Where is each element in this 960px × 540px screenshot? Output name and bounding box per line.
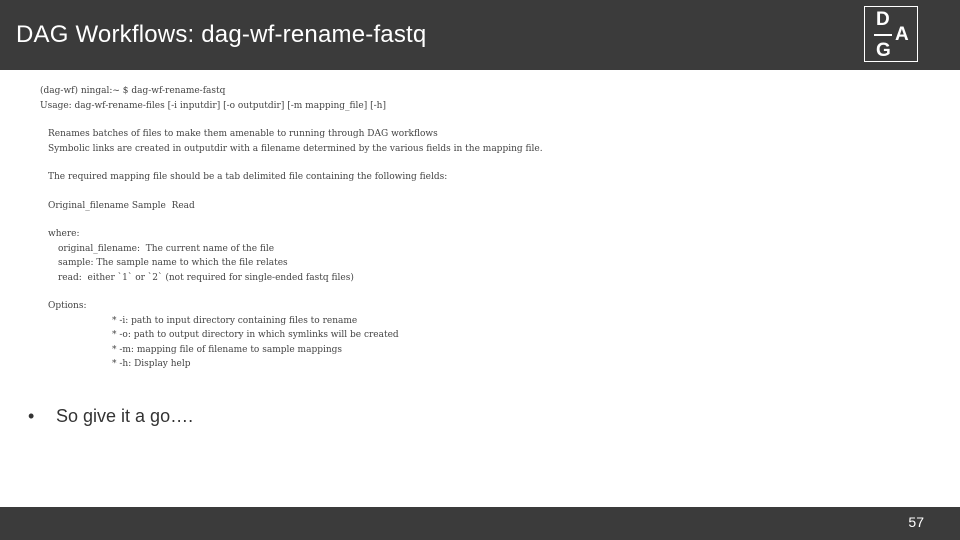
terminal-prompt: (dag-wf) ningal:~ $ dag-wf-rename-fastq [40,86,226,96]
logo-letter-a: A [895,24,909,45]
description-line: Renames batches of files to make them amenable to running through DAG workflows [48,129,438,139]
bullet-point [28,406,193,427]
footer-bar [0,507,960,540]
dag-logo [864,6,918,62]
option-item: * -o: path to output directory in which symlinks will be created [112,330,399,340]
bullet-text: So give it a go…. [56,406,194,426]
slide-title: DAG Workflows: dag-wf-rename-fastq [16,21,427,48]
option-item: * -h: Display help [112,359,191,369]
where-item: sample: The sample name to which the file relates [58,258,288,268]
where-item: read: either `1` or `2` (not required for single-ended fastq files) [58,272,354,283]
option-item: * -m: mapping file of filename to sample mappings [112,344,343,355]
where-item: original_filename: The current name of the file [58,243,275,254]
header-bar [0,0,960,70]
option-item: * -i: path to input directory containing files to rename [112,315,358,326]
logo-divider [874,34,892,36]
where-label: where: [48,229,80,239]
options-label: Options: [48,301,87,311]
logo-letter-d: D [876,9,890,30]
terminal-output [40,84,800,372]
page-number: 57 [908,514,924,530]
usage-line: Usage: dag-wf-rename-files [-i inputdir] [-o outputdir] [-m mapping_file] [-h] [40,100,386,111]
logo-letter-g: G [876,40,891,61]
description-line: Symbolic links are created in outputdir with a filename determined by the various fields in the mapping file. [48,143,543,154]
fields-text: Original_filename Sample Read [48,200,195,211]
required-text: The required mapping file should be a tab delimited file containing the following fields: [48,172,448,182]
bullet-icon: • [28,406,35,426]
